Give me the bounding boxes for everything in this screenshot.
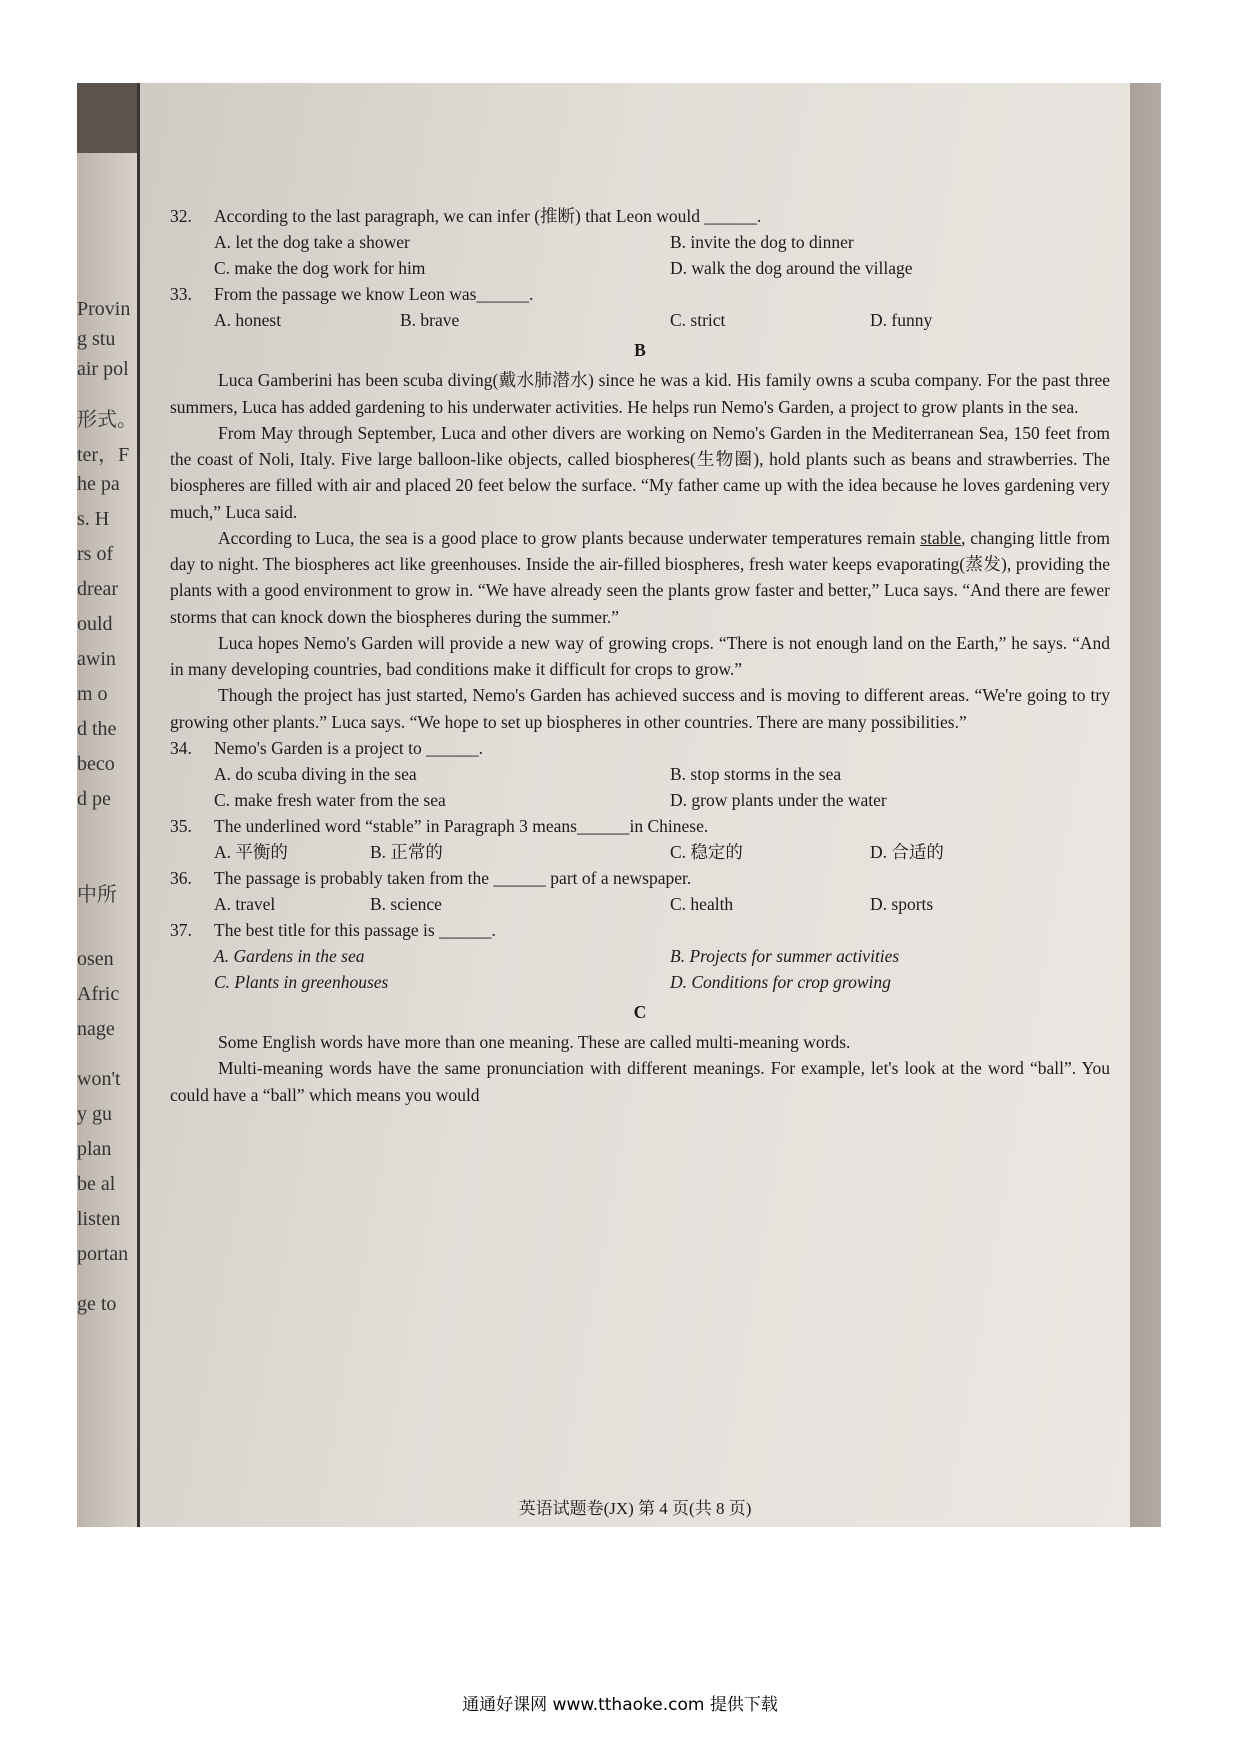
exam-photo xyxy=(77,83,1161,1527)
section-heading-c: C xyxy=(633,1001,647,1022)
question-33 xyxy=(170,281,1110,307)
options-row xyxy=(170,761,1110,787)
left-page-fragment: won't xyxy=(77,1068,121,1090)
left-page-fragment: d the xyxy=(77,718,117,740)
left-page-fragment: 中所 xyxy=(77,884,117,906)
page-footer: 英语试题卷(JX) 第 4 页(共 8 页) xyxy=(518,1499,752,1518)
passage-b-paragraph-2: From May through September, Luca and other divers are working on Nemo's Garden in the Mediterranean Sea, 150 feet from the coast of Noli, Italy. Five large balloon-like objects, called biospheres(生物圈), hold plants such as beans and strawberries. The biospheres are filled with air and placed 20 feet below the surface. “My father came up with the idea because he loves gardening very much,” Luca said. xyxy=(170,422,1110,522)
passage-b-paragraph-4: Luca hopes Nemo's Garden will provide a new way of growing crops. “There is not enough land on the Earth,” he says. “And in many developing countries, bad conditions make it difficult for crops to grow.” xyxy=(170,632,1110,679)
option-d: D. funny xyxy=(870,310,933,330)
left-page-fragment: s. H xyxy=(77,508,110,530)
left-page-fragment: listen xyxy=(77,1208,121,1230)
question-number: 32. xyxy=(170,206,192,226)
left-page-fragment: drear xyxy=(77,578,119,600)
option-b: B. stop storms in the sea xyxy=(670,763,842,784)
question-text: Nemo's Garden is a project to ______. xyxy=(214,737,483,758)
question-number: 35. xyxy=(170,815,192,836)
option-b: B. 正常的 xyxy=(370,841,443,862)
exam-page xyxy=(137,83,1130,1527)
left-page-fragment: air pol xyxy=(77,358,129,380)
section-heading-b: B xyxy=(634,340,646,360)
question-text: The best title for this passage is ______. xyxy=(214,919,496,940)
option-c: C. make the dog work for him xyxy=(214,258,426,278)
question-text: The underlined word “stable” in Paragraph 3 means______in Chinese. xyxy=(214,815,709,836)
option-a: A. let the dog take a shower xyxy=(214,232,410,252)
option-b: B. Projects for summer activities xyxy=(670,945,900,966)
left-page-fragment: rs of xyxy=(77,543,114,565)
page-content xyxy=(170,203,1110,1108)
option-d: D. walk the dog around the village xyxy=(670,258,913,278)
passage-c-paragraph-1: Some English words have more than one meaning. These are called multi-meaning words. xyxy=(218,1032,851,1052)
left-page-fragment: ter，F xyxy=(77,444,130,466)
left-page-fragment: y gu xyxy=(77,1103,112,1125)
option-b: B. invite the dog to dinner xyxy=(670,232,854,252)
option-a: A. 平衡的 xyxy=(214,841,288,862)
option-c: C. make fresh water from the sea xyxy=(214,789,446,810)
options-row xyxy=(170,891,1110,917)
options-row xyxy=(170,943,1110,969)
options-row xyxy=(170,307,1110,333)
option-a: A. Gardens in the sea xyxy=(214,945,365,966)
question-32 xyxy=(170,203,1110,229)
question-number: 33. xyxy=(170,284,192,304)
options-row xyxy=(170,787,1110,813)
option-a: A. travel xyxy=(214,893,276,914)
option-b: B. brave xyxy=(400,310,460,330)
paragraph-text: , changing little from day to night. The biospheres act like greenhouses. Inside the air-filled biospheres, fresh water keeps evaporating(蒸发), providing the plants with a good environment to grow in. “We have already seen the plants grow faster and better,” Luca says. “And there are fewer storms that can knock down the biospheres during the summer.” xyxy=(170,527,1111,627)
option-d: D. grow plants under the water xyxy=(670,789,887,810)
left-page-fragment: beco xyxy=(77,753,115,775)
left-page-fragment: osen xyxy=(77,948,114,970)
option-b: B. science xyxy=(370,893,442,914)
left-page-fragment: he pa xyxy=(77,473,120,495)
option-a: A. do scuba diving in the sea xyxy=(214,763,417,784)
left-page-fragment: ge to xyxy=(77,1293,117,1315)
options-row xyxy=(170,839,1110,865)
question-number: 36. xyxy=(170,867,192,888)
question-34 xyxy=(170,735,1110,761)
option-c: C. health xyxy=(670,893,734,914)
question-number: 34. xyxy=(170,737,192,758)
download-credit: 通通好课网 www.tthaoke.com 提供下载 xyxy=(462,1695,778,1715)
option-c: C. 稳定的 xyxy=(670,841,743,862)
left-page-fragment: d pe xyxy=(77,788,111,810)
paragraph-text: According to Luca, the sea is a good place to grow plants because underwater temperatures remain xyxy=(218,527,921,548)
option-c: C. strict xyxy=(670,310,726,330)
left-page-edge xyxy=(77,153,137,1527)
option-d: D. Conditions for crop growing xyxy=(670,971,891,992)
passage-c-paragraph-2: Multi-meaning words have the same pronunciation with different meanings. For example, let's look at the word “ball”. You could have a “ball” which means you would xyxy=(170,1058,1110,1105)
option-d: D. 合适的 xyxy=(870,841,944,862)
left-page-fragment: 形式。 xyxy=(77,409,137,431)
left-page-fragment: g stu xyxy=(77,328,116,350)
passage-b-paragraph-1: Luca Gamberini has been scuba diving(戴水肺潜水) since he was a kid. His family owns a scuba company. For the past three summers, Luca has added gardening to his underwater activities. He helps run Nemo's Garden, a project to grow plants in the sea. xyxy=(170,370,1110,417)
options-row xyxy=(170,229,1110,255)
question-text: The passage is probably taken from the ______ part of a newspaper. xyxy=(214,867,692,888)
question-37 xyxy=(170,917,1110,943)
left-page-fragment: m o xyxy=(77,683,108,705)
options-row xyxy=(170,969,1110,995)
option-d: D. sports xyxy=(870,893,934,914)
underlined-word: stable xyxy=(920,527,962,548)
left-page-fragment: plan xyxy=(77,1138,112,1160)
left-page-fragment: Afric xyxy=(77,983,120,1005)
option-a: A. honest xyxy=(214,310,282,330)
question-text: According to the last paragraph, we can infer (推断) that Leon would ______. xyxy=(214,206,762,226)
option-c: C. Plants in greenhouses xyxy=(214,971,389,992)
question-35 xyxy=(170,813,1110,839)
question-36 xyxy=(170,865,1110,891)
passage-b-paragraph-5: Though the project has just started, Nemo's Garden has achieved success and is moving to different areas. “We're going to try growing other plants.” Luca says. “We hope to set up biospheres in other countries. There are many possibilities.” xyxy=(170,685,1110,732)
passage-b-paragraph-3 xyxy=(170,525,1110,630)
left-page-fragment: Provin xyxy=(77,298,131,320)
question-number: 37. xyxy=(170,919,192,940)
left-page-fragment: portan xyxy=(77,1243,129,1265)
options-row xyxy=(170,255,1110,281)
question-text: From the passage we know Leon was______. xyxy=(214,284,534,304)
left-page-fragment: ould xyxy=(77,613,113,635)
left-page-fragment: be al xyxy=(77,1173,116,1195)
left-page-fragment: awin xyxy=(77,648,116,670)
left-page-fragment: nage xyxy=(77,1018,115,1040)
